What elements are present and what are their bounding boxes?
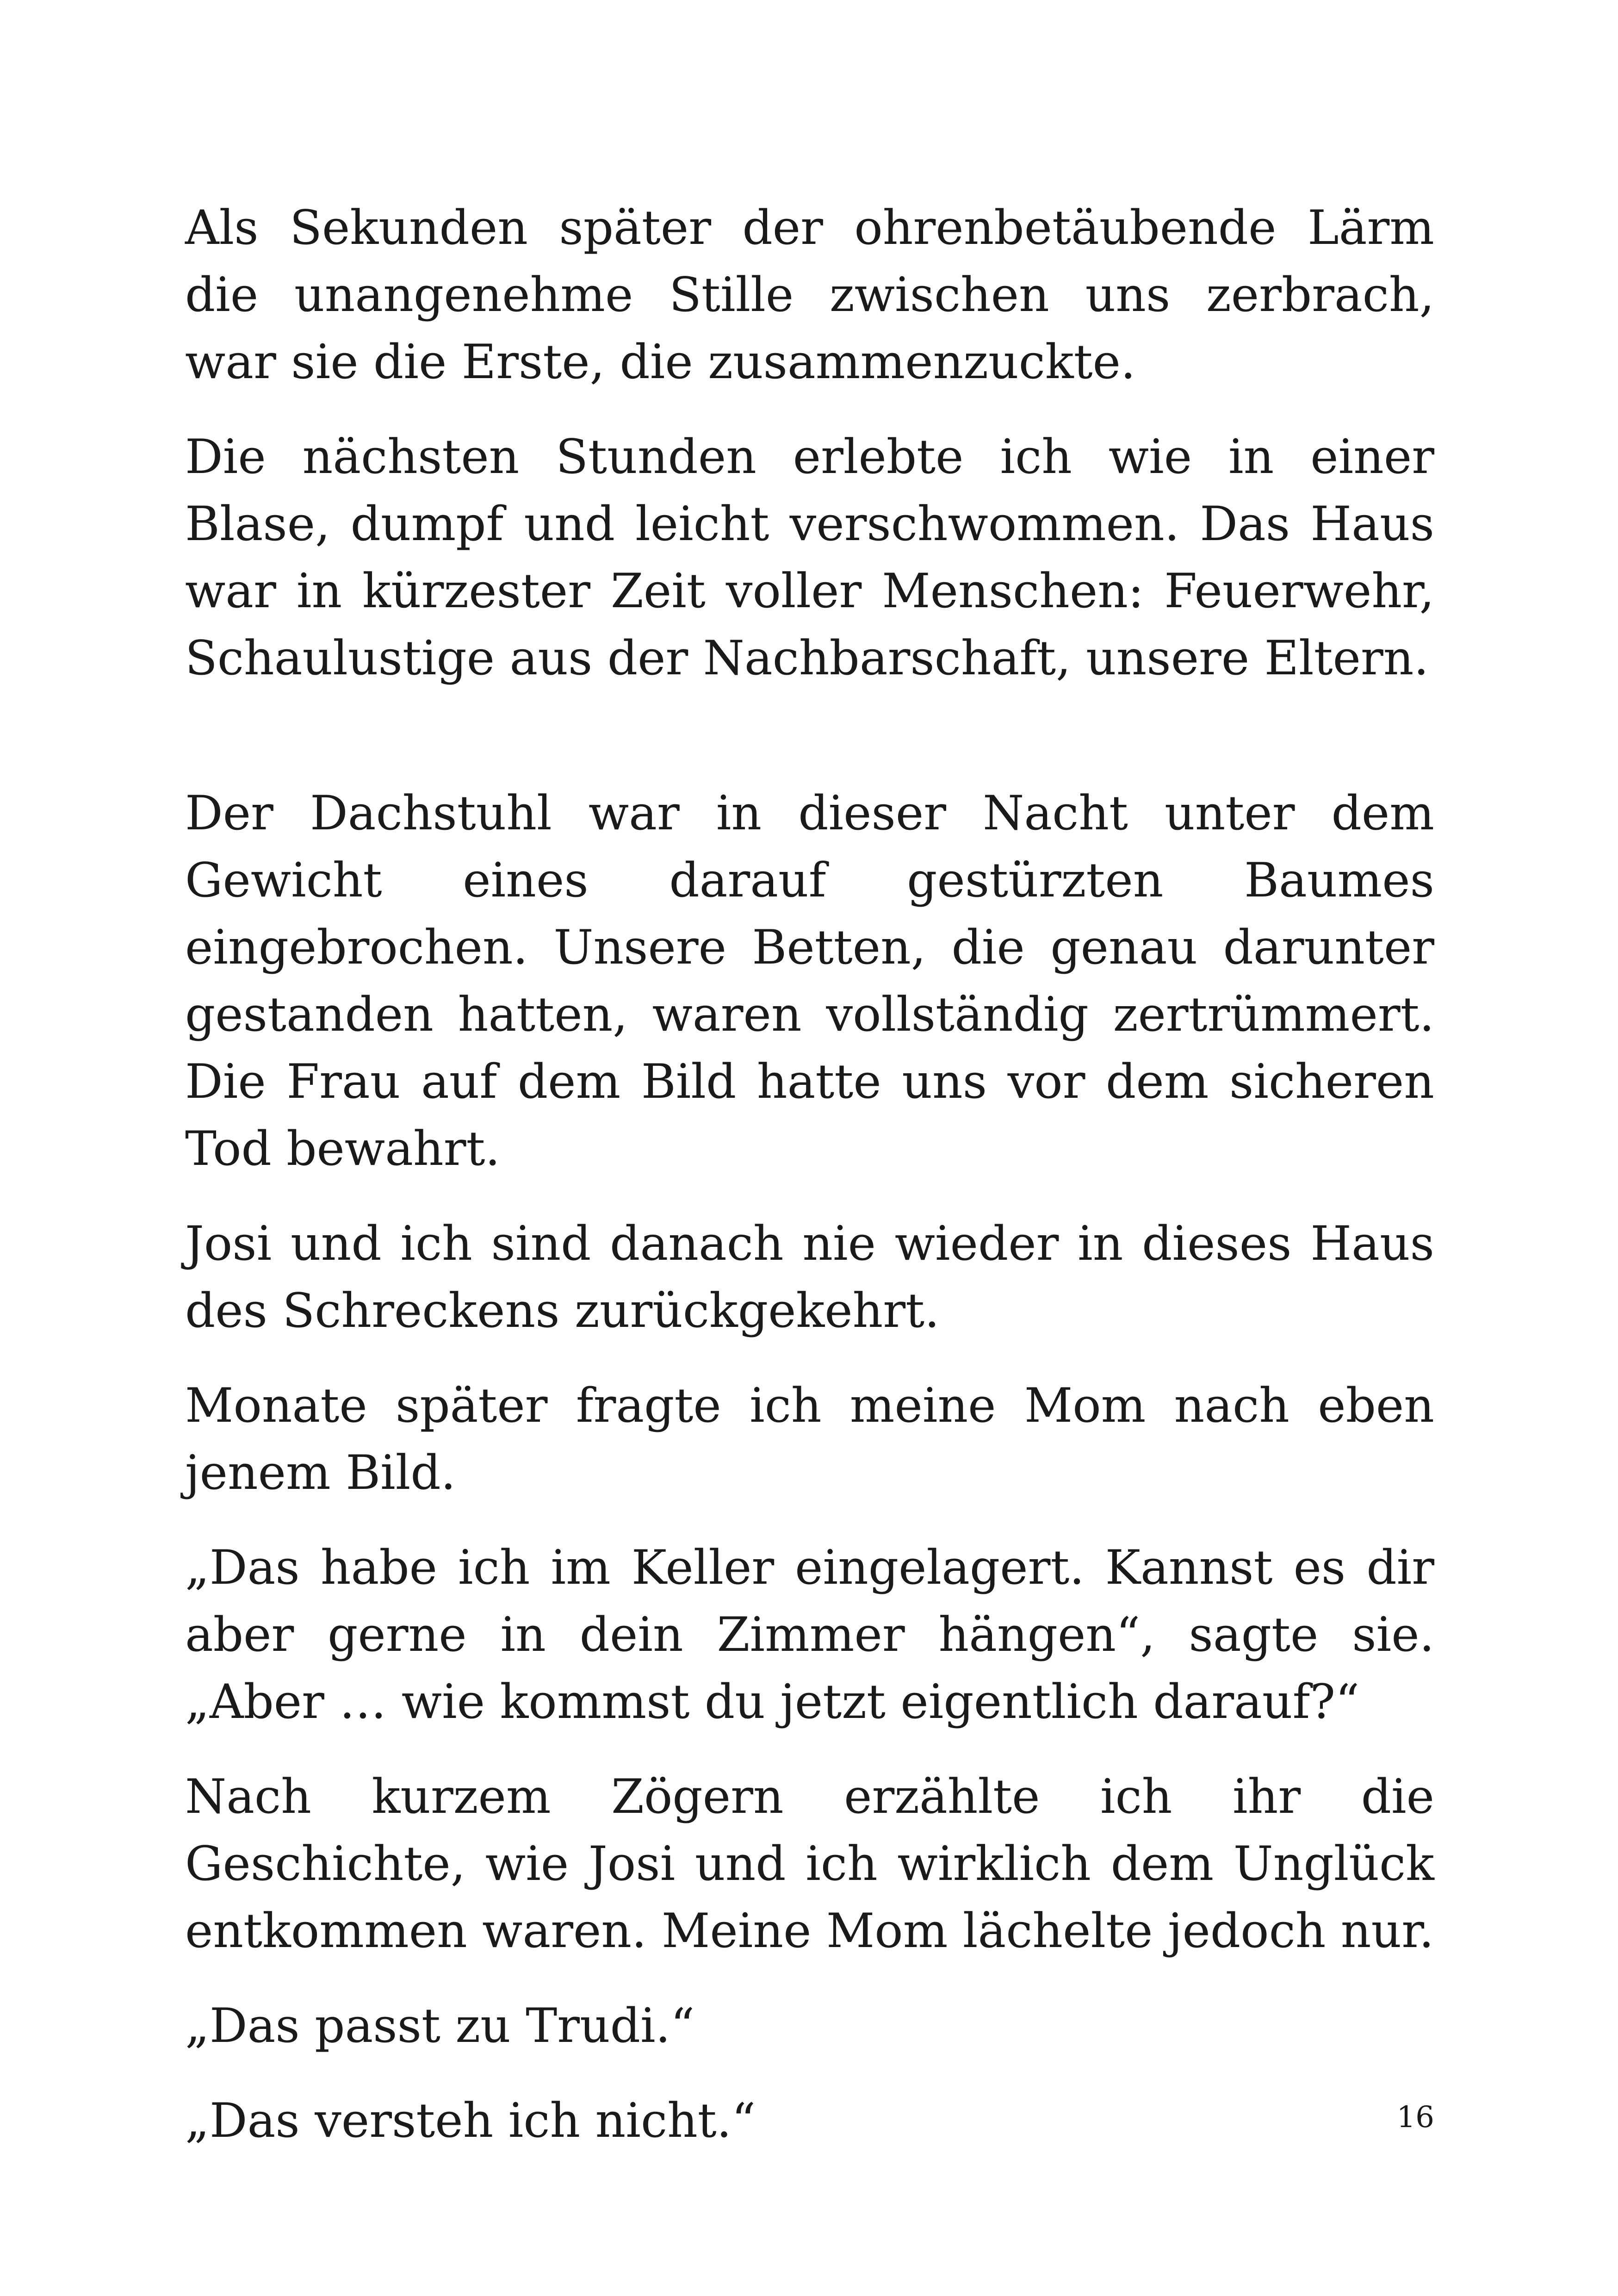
- page-number: 16: [1396, 2100, 1434, 2134]
- paragraph-2: Die nächsten Stunden erlebte ich wie in einer Blase, dumpf und leicht verschwommen. Das Haus war in kürzester Zeit voller Menschen: Feuerwehr, Schaulustige aus der Nachbarschaft, unsere Eltern.: [185, 429, 1434, 686]
- paragraph-3: Der Dachstuhl war in dieser Nacht unter dem Gewicht eines darauf gestürzten Baumes eingebrochen. Unsere Betten, die genau darunter gestanden hatten, waren vollständig zertrümmert. Die Frau auf dem Bild hatte uns vor dem sicheren Tod bewahrt.: [185, 786, 1434, 1176]
- paragraph-7: Nach kurzem Zögern erzählte ich ihr die Geschichte, wie Josi und ich wirklich dem Unglück entkommen waren. Meine Mom lächelte jedoch nur.: [185, 1769, 1434, 1959]
- paragraph-5: Monate später fragte ich meine Mom nach eben jenem Bild.: [185, 1378, 1434, 1500]
- paragraph-8: „Das passt zu Trudi.“: [185, 1998, 695, 2053]
- paragraph-9: „Das versteh ich nicht.“: [185, 2093, 756, 2148]
- paragraph-6: „Das habe ich im Keller eingelagert. Kannst es dir aber gerne in dein Zimmer hängen“, sagte sie. „Aber … wie kommst du jetzt eigentlich darauf?“: [185, 1540, 1434, 1730]
- body-text: [185, 194, 1434, 2182]
- paragraph-1: Als Sekunden später der ohrenbetäubende Lärm die unangenehme Stille zwischen uns zerbrach, war sie die Erste, die zusammenzuckte.: [185, 200, 1434, 390]
- paragraph-4: Josi und ich sind danach nie wieder in dieses Haus des Schreckens zurückgekehrt.: [185, 1216, 1434, 1338]
